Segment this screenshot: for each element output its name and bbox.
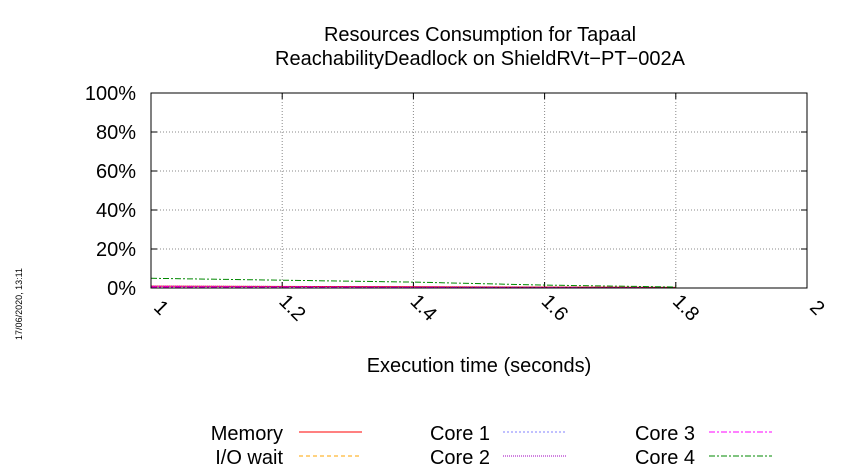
legend-label: Core 3: [634, 423, 695, 445]
chart-title-line1: Resources Consumption for Tapaal: [323, 24, 637, 46]
x-tick-label: 1: [149, 296, 173, 320]
legend: [211, 423, 772, 469]
x-tick-label: 1.6: [536, 290, 573, 326]
grid-lines: [151, 93, 807, 288]
y-tick-label: 80%: [95, 122, 136, 144]
axis-ticks: [151, 93, 807, 288]
y-tick-label: 0%: [107, 278, 136, 300]
legend-label: I/O wait: [215, 447, 283, 469]
legend-label: Memory: [210, 423, 283, 445]
y-tick-label: 40%: [95, 200, 136, 222]
timestamp-label: 17/06/2020, 13:11: [14, 268, 24, 340]
chart-title-line2: ReachabilityDeadlock on ShieldRVt−PT−002A: [275, 48, 685, 70]
x-tick-label: 1.2: [274, 290, 310, 326]
x-tick-label: 2: [805, 296, 829, 320]
x-tick-labels: [149, 290, 828, 325]
x-tick-label: 1.4: [405, 290, 441, 326]
y-tick-labels: [85, 83, 136, 300]
x-axis-label: Execution time (seconds): [366, 355, 592, 377]
y-tick-label: 20%: [95, 239, 136, 261]
legend-label: Core 2: [429, 447, 490, 469]
y-tick-label: 100%: [84, 83, 136, 105]
plot-frame: [151, 93, 807, 288]
legend-label: Core 4: [634, 447, 695, 469]
x-tick-label: 1.8: [668, 290, 704, 326]
legend-label: Core 1: [429, 423, 490, 445]
y-tick-label: 60%: [95, 161, 136, 183]
